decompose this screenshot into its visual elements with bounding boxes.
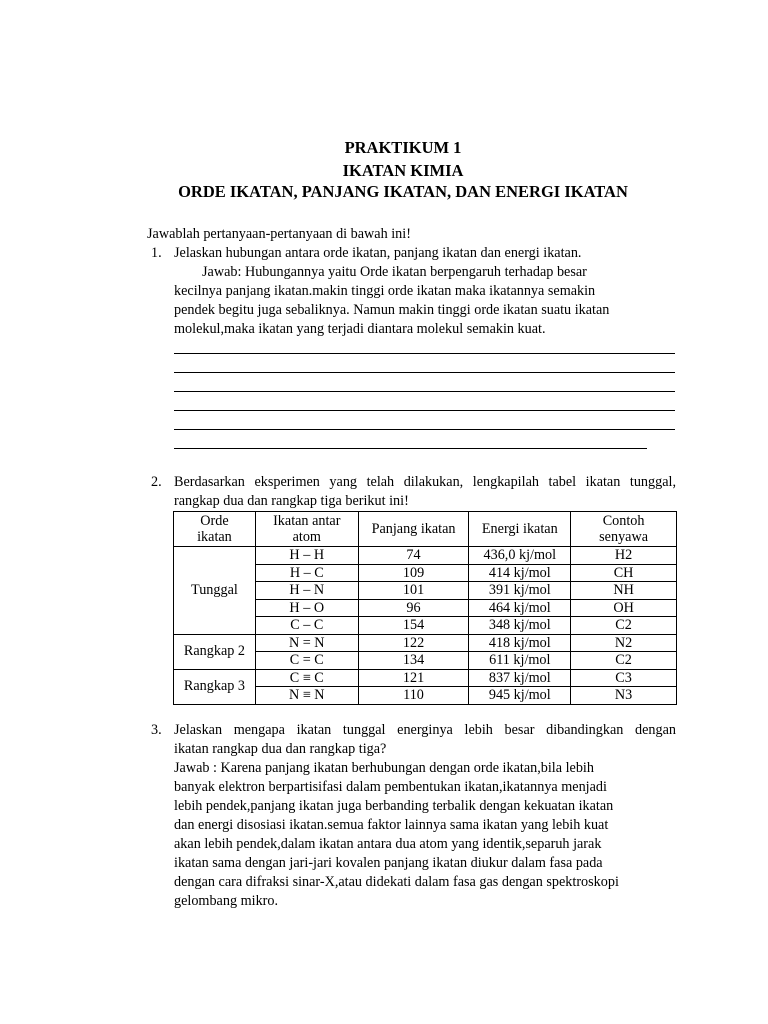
table-row [174,634,677,652]
q3-answer-line: banyak elektron berpartisifasi dalam pembentukan ikatan,ikatannya menjadi [174,779,607,795]
length-cell: 134 [358,652,469,670]
q3-answer-line: dengan cara difraksi sinar-X,atau didekati dalam fasa gas dengan spektroskopi [174,874,619,890]
answer-rule [174,372,675,373]
q1-answer-line: molekul,maka ikatan yang terjadi diantara molekul semakin kuat. [174,321,546,337]
length-cell: 121 [358,669,469,687]
answer-rule [174,410,675,411]
q1-number: 1. [151,245,162,261]
q3-answer-line: lebih pendek,panjang ikatan juga berbanding terbalik dengan kekuatan ikatan [174,798,614,814]
q3-answer-line: ikatan sama dengan jari-jari kovalen panjang ikatan diukur dalam fasa pada [174,855,603,871]
example-cell: OH [571,599,677,617]
header-length: Panjang ikatan [358,512,469,547]
document-topic: ORDE IKATAN, PANJANG IKATAN, DAN ENERGI IKATAN [178,182,628,201]
order-cell: Rangkap 2 [174,634,256,669]
bond-cell: H – H [255,547,358,565]
energy-cell: 348 kj/mol [469,617,571,635]
q3-answer-line: gelombang mikro. [174,893,279,909]
energy-cell: 464 kj/mol [469,599,571,617]
q3-question: Jelaskan mengapa ikatan tunggal energinya lebih besar dibandingkan dengan [174,722,676,738]
q1-answer-line: Jawab: Hubungannya yaitu Orde ikatan berpengaruh terhadap besar [202,264,587,280]
example-cell: C2 [571,617,677,635]
example-cell: C3 [571,669,677,687]
bond-table [173,511,677,705]
length-cell: 154 [358,617,469,635]
energy-cell: 418 kj/mol [469,634,571,652]
answer-rule [174,448,647,449]
length-cell: 122 [358,634,469,652]
example-cell: NH [571,582,677,600]
energy-cell: 436,0 kj/mol [469,547,571,565]
energy-cell: 945 kj/mol [469,687,571,705]
example-cell: N2 [571,634,677,652]
example-cell: H2 [571,547,677,565]
q3-answer-line: akan lebih pendek,dalam ikatan antara dua atom yang identik,separuh jarak [174,836,602,852]
q2-number: 2. [151,474,162,490]
q1-answer-line: kecilnya panjang ikatan.makin tinggi orde ikatan maka ikatannya semakin [174,283,596,299]
q3-answer-line: Jawab : Karena panjang ikatan berhubungan dengan orde ikatan,bila lebih [174,760,594,776]
example-cell: CH [571,564,677,582]
table-row [174,669,677,687]
instruction-text: Jawablah pertanyaan-pertanyaan di bawah ini! [147,226,411,242]
length-cell: 110 [358,687,469,705]
q2-question: Berdasarkan eksperimen yang telah dilakukan, lengkapilah tabel ikatan tunggal, [174,474,676,490]
length-cell: 109 [358,564,469,582]
bond-cell: H – C [255,564,358,582]
bond-cell: N = N [255,634,358,652]
header-energy: Energi ikatan [469,512,571,547]
header-atom: Ikatan antar atom [255,512,358,547]
q3-number: 3. [151,722,162,738]
q2-question: rangkap dua dan rangkap tiga berikut ini! [174,493,409,509]
answer-rule [174,429,675,430]
bond-cell: H – N [255,582,358,600]
document-subtitle: IKATAN KIMIA [342,161,464,180]
example-cell: N3 [571,687,677,705]
length-cell: 101 [358,582,469,600]
bond-cell: C – C [255,617,358,635]
q1-answer-line: pendek begitu juga sebaliknya. Namun makin tinggi orde ikatan suatu ikatan [174,302,610,318]
answer-rule [174,391,675,392]
order-cell: Rangkap 3 [174,669,256,704]
length-cell: 96 [358,599,469,617]
table-header-row [174,512,677,547]
length-cell: 74 [358,547,469,565]
order-cell: Tunggal [174,547,256,635]
bond-cell: C ≡ C [255,669,358,687]
table-row [174,547,677,565]
energy-cell: 611 kj/mol [469,652,571,670]
document-title: PRAKTIKUM 1 [344,138,462,157]
example-cell: C2 [571,652,677,670]
header-orde: Orde ikatan [174,512,256,547]
answer-rule [174,353,675,354]
energy-cell: 837 kj/mol [469,669,571,687]
q3-answer-line: dan energi disosiasi ikatan.semua faktor lainnya sama ikatan yang lebih kuat [174,817,609,833]
bond-cell: H – O [255,599,358,617]
q3-question: ikatan rangkap dua dan rangkap tiga? [174,741,387,757]
energy-cell: 391 kj/mol [469,582,571,600]
header-example: Contoh senyawa [571,512,677,547]
bond-cell: C = C [255,652,358,670]
energy-cell: 414 kj/mol [469,564,571,582]
q1-question: Jelaskan hubungan antara orde ikatan, panjang ikatan dan energi ikatan. [174,245,582,261]
bond-cell: N ≡ N [255,687,358,705]
